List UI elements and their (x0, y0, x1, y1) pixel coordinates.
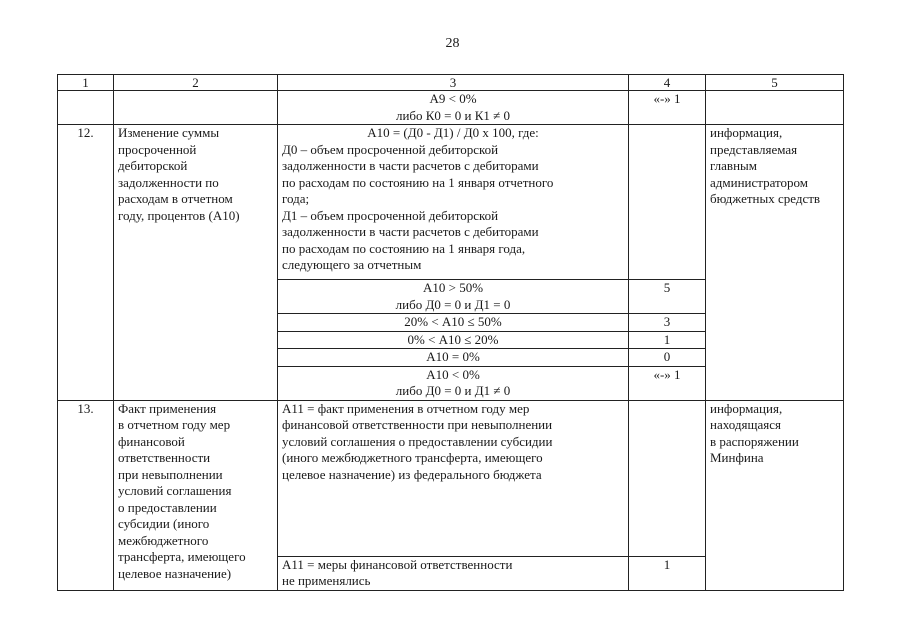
condition-cell: А10 < 0% либо Д0 = 0 и Д1 ≠ 0 (278, 366, 629, 400)
score-cell: 0 (629, 349, 706, 367)
score-cell: «-» 1 (629, 366, 706, 400)
formula-description: Д0 – объем просроченной дебиторской задолженности в части расчетов с дебиторами по расходам по состоянию на 1 января отчетного года; Д1 – объем просроченной дебиторской задолженности в части расчетов с дебиторами по расходам по состоянию на 1 января года, следующего за отчетным (282, 141, 554, 272)
page-number: 28 (445, 36, 460, 51)
score-cell: 3 (629, 314, 706, 332)
indicator-name: Факт применения в отчетном году мер финансовой ответственности при невыполнении условий соглашения о предоставлении субсидии (иного межбюджетного трансферта, имеющего целевое назначение) (114, 400, 278, 590)
condition-cell: 20% < А10 ≤ 50% (278, 314, 629, 332)
indicator-name-cell (114, 91, 278, 125)
score-cell (629, 400, 706, 556)
criteria-table (57, 74, 844, 591)
header-col-2: 2 (114, 75, 278, 91)
information-source: информация, находящаяся в распоряжении Минфина (706, 400, 844, 590)
row-number: 12. (58, 125, 114, 401)
row-number: 13. (58, 400, 114, 590)
source-cell (706, 91, 844, 125)
formula-cell (278, 125, 629, 280)
condition-cell: 0% < А10 ≤ 20% (278, 331, 629, 349)
formula-cell: А11 = факт применения в отчетном году мер финансовой ответственности при невыполнении условий соглашения о предоставлении субсидии (иного межбюджетного трансферта, имеющего целевое назначение) из федерального бюджета (278, 400, 629, 556)
header-col-4: 4 (629, 75, 706, 91)
score-cell: 5 (629, 280, 706, 314)
score-cell (629, 125, 706, 280)
condition-cell: А11 = меры финансовой ответственности не применялись (278, 556, 629, 590)
table-row (58, 400, 844, 556)
header-col-5: 5 (706, 75, 844, 91)
condition-cell: А10 = 0% (278, 349, 629, 367)
formula-title: А10 = (Д0 - Д1) / Д0 x 100, где: (367, 125, 539, 140)
header-col-3: 3 (278, 75, 629, 91)
table-row (58, 91, 844, 125)
header-row (58, 75, 844, 91)
score-cell: 1 (629, 331, 706, 349)
score-cell: «-» 1 (629, 91, 706, 125)
condition-cell: А9 < 0% либо К0 = 0 и К1 ≠ 0 (278, 91, 629, 125)
information-source: информация, представляемая главным администратором бюджетных средств (706, 125, 844, 401)
score-cell: 1 (629, 556, 706, 590)
table-row (58, 125, 844, 280)
condition-cell: А10 > 50% либо Д0 = 0 и Д1 = 0 (278, 280, 629, 314)
indicator-name: Изменение суммы просроченной дебиторской задолженности по расходам в отчетном году, процентов (А10) (114, 125, 278, 401)
row-number-cell (58, 91, 114, 125)
header-col-1: 1 (58, 75, 114, 91)
